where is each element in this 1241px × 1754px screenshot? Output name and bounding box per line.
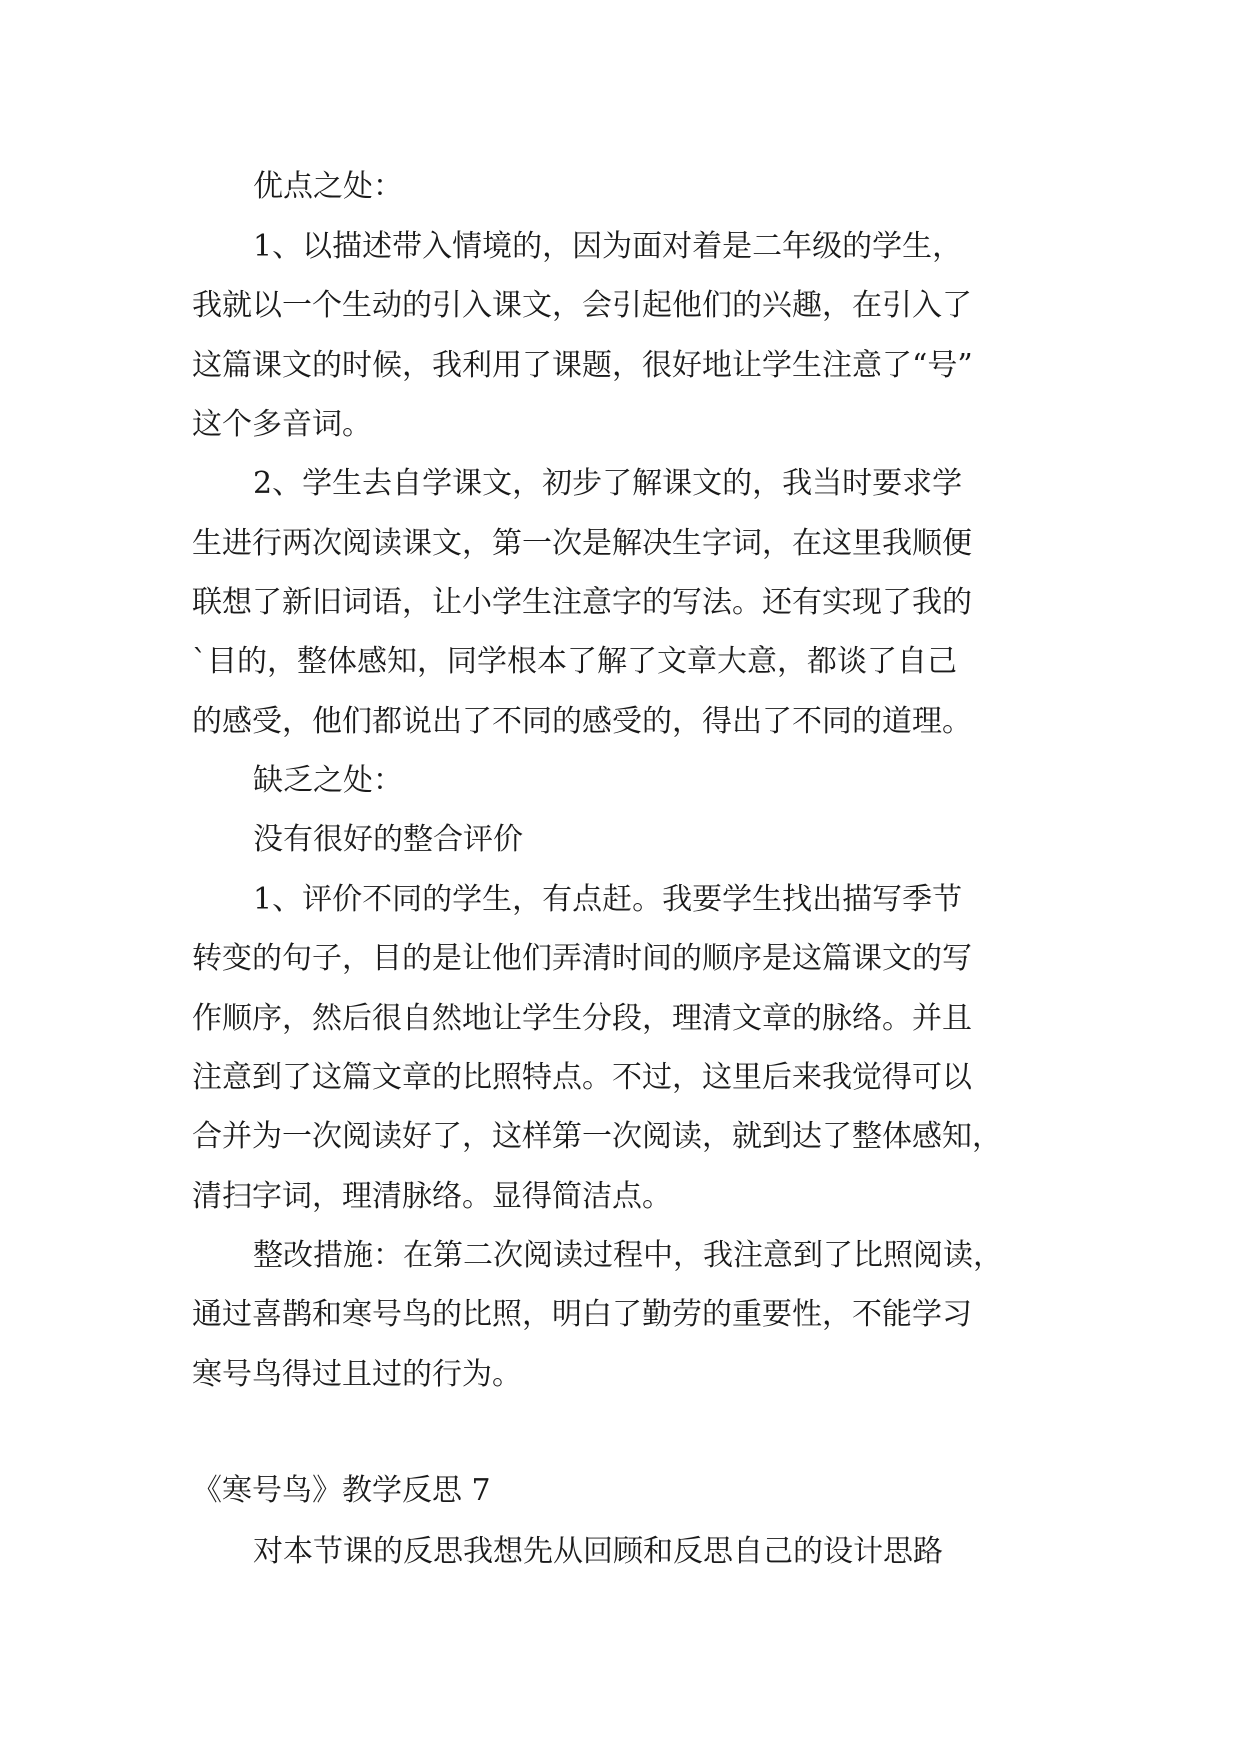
paragraph-line: 合并为一次阅读好了，这样第一次阅读，就到达了整体感知，: [192, 1119, 1002, 1154]
paragraph-line: 2、学生去自学课文，初步了解课文的，我当时要求学: [253, 466, 963, 501]
paragraph-line: 这个多音词。: [192, 407, 372, 442]
paragraph-line: 清扫字词，理清脉络。显得简洁点。: [192, 1179, 672, 1214]
heading-advantages: 优点之处：: [253, 169, 403, 204]
paragraph-line: 生进行两次阅读课文，第一次是解决生字词，在这里我顺便: [192, 526, 972, 561]
paragraph-line: 对本节课的反思我想先从回顾和反思自己的设计思路: [253, 1534, 943, 1569]
paragraph-line: 注意到了这篇文章的比照特点。不过，这里后来我觉得可以: [192, 1060, 972, 1095]
paragraph-line: 作顺序，然后很自然地让学生分段，理清文章的脉络。并且: [192, 1001, 972, 1036]
paragraph-line: `目的，整体感知，同学根本了解了文章大意，都谈了自己: [192, 644, 957, 679]
paragraph-line: 的感受，他们都说出了不同的感受的，得出了不同的道理。: [192, 704, 972, 739]
paragraph-line: 通过喜鹊和寒号鸟的比照，明白了勤劳的重要性，不能学习: [192, 1297, 972, 1332]
paragraph-line: 1、以描述带入情境的，因为面对着是二年级的学生，: [253, 229, 963, 264]
paragraph-line: 1、评价不同的学生，有点赶。我要学生找出描写季节: [253, 882, 963, 917]
paragraph-line: 联想了新旧词语，让小学生注意字的写法。还有实现了我的: [192, 585, 972, 620]
section-title: 《寒号鸟》教学反思 7: [192, 1473, 491, 1508]
paragraph-line: 寒号鸟得过且过的行为。: [192, 1357, 522, 1392]
paragraph-line: 这篇课文的时候，我利用了课题，很好地让学生注意了“号”: [192, 348, 973, 383]
heading-shortcomings: 缺乏之处：: [253, 763, 403, 798]
paragraph-line: 整改措施：在第二次阅读过程中，我注意到了比照阅读，: [253, 1238, 1003, 1273]
paragraph-line: 没有很好的整合评价: [253, 822, 523, 857]
paragraph-line: 我就以一个生动的引入课文，会引起他们的兴趣，在引入了: [192, 288, 972, 323]
paragraph-line: 转变的句子，目的是让他们弄清时间的顺序是这篇课文的写: [192, 941, 972, 976]
